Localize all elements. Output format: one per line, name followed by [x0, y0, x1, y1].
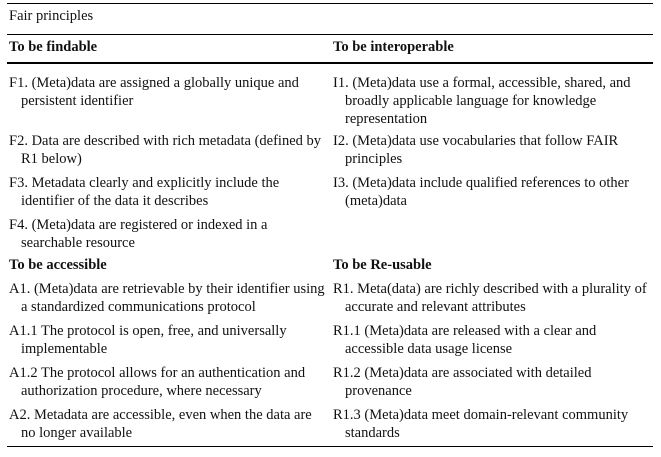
principle-i3: I3. (Meta)data include qualified references to other (meta)data — [333, 175, 629, 209]
principle-f4: F4. (Meta)data are registered or indexed in a searchable resource — [9, 217, 268, 251]
principle-i2: I2. (Meta)data use vocabularies that follow FAIR principles — [333, 133, 619, 167]
principle-a2: A2. Metadata are accessible, even when the data are no longer available — [9, 407, 312, 441]
heading-reusable: To be Re-usable — [333, 257, 432, 273]
principle-i1: I1. (Meta)data use a formal, accessible, shared, and broadly applicable language for knowledge representation — [333, 75, 631, 127]
caption-rule — [7, 34, 653, 35]
bottom-rule — [7, 446, 653, 447]
principle-f3: F3. Metadata clearly and explicitly include the identifier of the data it describes — [9, 175, 280, 209]
principle-f1: F1. (Meta)data are assigned a globally unique and persistent identifier — [9, 75, 299, 109]
principle-a1: A1. (Meta)data are retrievable by their identifier using a standardized communications protocol — [9, 281, 325, 315]
principle-a1-1: A1.1 The protocol is open, free, and universally implementable — [9, 323, 287, 357]
heading-accessible: To be accessible — [9, 257, 107, 273]
heading-findable: To be findable — [9, 39, 98, 55]
principle-f2: F2. Data are described with rich metadata (defined by R1 below) — [9, 133, 322, 167]
principle-r1: R1. Meta(data) are richly described with a plurality of accurate and relevant attributes — [333, 281, 647, 315]
table-caption: Fair principles — [9, 8, 94, 24]
heading-interoperable: To be interoperable — [333, 39, 454, 55]
principle-a1-2: A1.2 The protocol allows for an authentication and authorization procedure, where necessary — [9, 365, 306, 399]
principle-r1-3: R1.3 (Meta)data meet domain-relevant community standards — [333, 407, 629, 441]
header-rule — [7, 62, 653, 64]
principle-r1-2: R1.2 (Meta)data are associated with detailed provenance — [333, 365, 592, 399]
principle-r1-1: R1.1 (Meta)data are released with a clear and accessible data usage license — [333, 323, 597, 357]
top-rule — [7, 3, 653, 4]
